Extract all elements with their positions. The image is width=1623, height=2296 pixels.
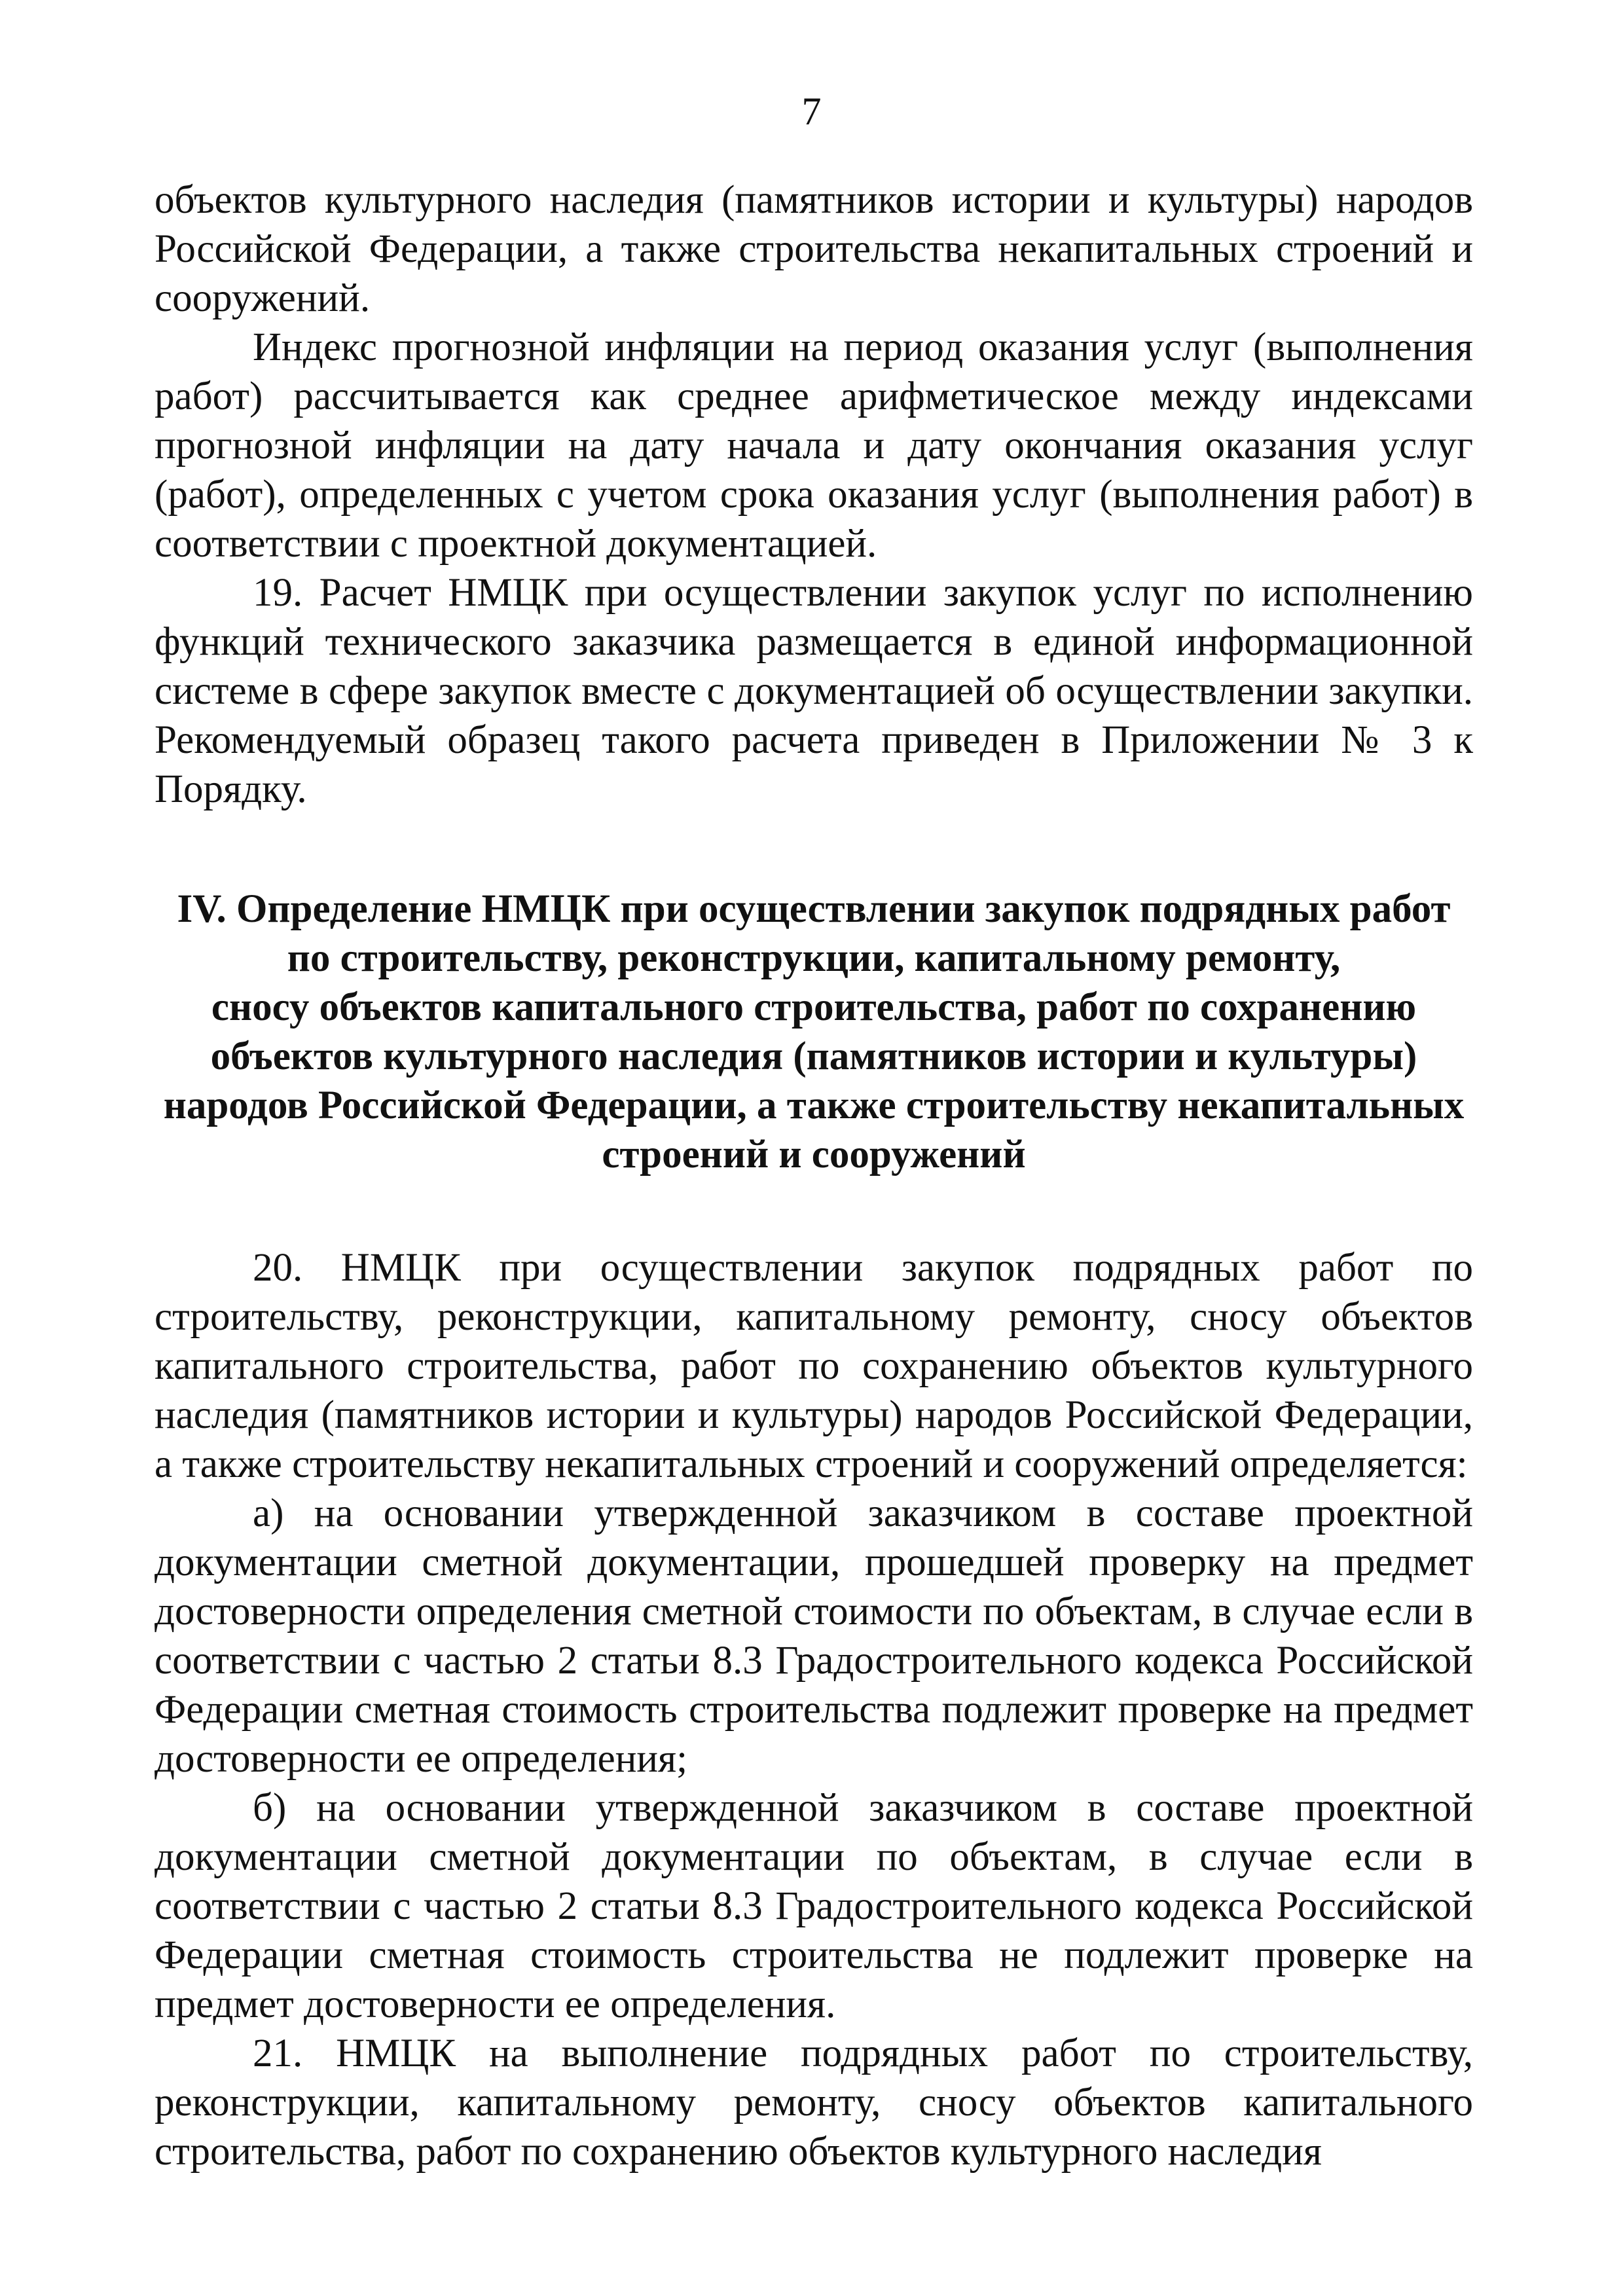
paragraph-19: 19. Расчет НМЦК при осуществлении закупок услуг по исполнению функций технического заказчика размещается в единой информационной системе в сфере закупок вместе с документацией об осуществлении закупки. Рекомендуемый образец такого расчета приведен в Приложении № 3 к Порядку.	[155, 571, 1473, 811]
page-number: 7	[801, 90, 822, 133]
section-heading-line: сносу объектов капитального строительства, работ по сохранению	[211, 985, 1417, 1029]
section-heading-line: по строительству, реконструкции, капитальному ремонту,	[287, 936, 1341, 980]
section-heading-line: народов Российской Федерации, а также строительству некапитальных	[163, 1084, 1465, 1127]
paragraph-20: 20. НМЦК при осуществлении закупок подрядных работ по строительству, реконструкции, капитальному ремонту, сносу объектов капитального строительства, работ по сохранению объектов культурного наследия (памятников истории и культуры) народов Российской Федерации, а также строительству некапитальных строений и сооружений определяется:	[155, 1246, 1473, 1486]
section-heading-line: объектов культурного наследия (памятников истории и культуры)	[210, 1034, 1417, 1078]
paragraph-20-b: б) на основании утвержденной заказчиком в составе проектной документации сметной документации по объектам, в случае если в соответствии с частью 2 статьи 8.3 Градостроительного кодекса Российской Федерации сметная стоимость строительства не подлежит проверке на предмет достоверности ее определения.	[155, 1786, 1473, 2026]
document-body	[155, 175, 1473, 2176]
section-heading-iv	[155, 884, 1473, 1179]
paragraph-inflation-index: Индекс прогнозной инфляции на период оказания услуг (выполнения работ) рассчитывается как среднее арифметическое между индексами прогнозной инфляции на дату начала и дату окончания оказания услуг (работ), определенных с учетом срока оказания услуг (выполнения работ) в соответствии с проектной документацией.	[155, 325, 1473, 566]
section-heading-line: IV. Определение НМЦК при осуществлении закупок подрядных работ	[177, 887, 1451, 931]
paragraph-21: 21. НМЦК на выполнение подрядных работ по строительству, реконструкции, капитальному ремонту, сносу объектов капитального строительства, работ по сохранению объектов культурного наследия	[155, 2032, 1473, 2174]
section-heading-line: строений и сооружений	[602, 1133, 1026, 1176]
paragraph-20-a: а) на основании утвержденной заказчиком в составе проектной документации сметной документации, прошедшей проверку на предмет достоверности определения сметной стоимости по объектам, в случае если в соответствии с частью 2 статьи 8.3 Градостроительного кодекса Российской Федерации сметная стоимость строительства подлежит проверке на предмет достоверности ее определения;	[155, 1491, 1473, 1781]
paragraph-continuation: объектов культурного наследия (памятников истории и культуры) народов Российской Федерации, а также строительства некапитальных строений и сооружений.	[155, 178, 1473, 320]
